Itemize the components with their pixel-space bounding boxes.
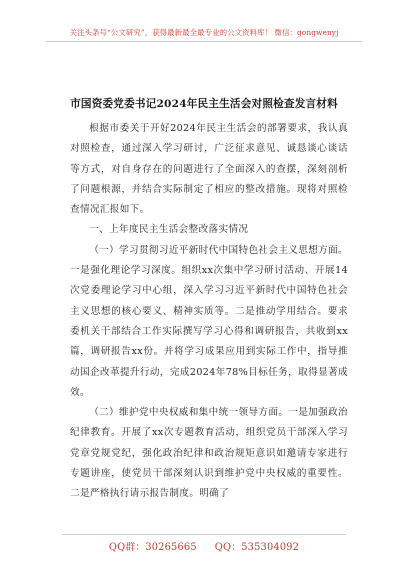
- header-banner: 关注头条号“公文研究”，获得最新最全最专业的公文资料库！ 微信：gongwenyj: [69, 28, 339, 37]
- footer-qq-group: QQ群：30265665: [108, 542, 197, 553]
- footer-divider: [62, 534, 346, 535]
- document-body: [70, 119, 348, 505]
- paragraph-authority: （二）维护党中央权威和集中统一领导方面。一是加强政治纪律教育。开展了xx次专题教育活动，组织党员干部深入学习党章党规党纪，强化政治纪律和政治规矩意识如邀请专家进行专题讲座，使党员干部深刻认识到维护党中央权威的重要性。二是严格执行请示报告制度。明确了: [70, 407, 348, 500]
- header-divider: [46, 41, 362, 42]
- section-heading: 一、上年度民主生活会整改落实情况: [89, 224, 249, 236]
- document-title: 市国资委党委书记2024年民主生活会对照检查发言材料: [70, 98, 338, 110]
- footer-qq: QQ：535304092: [214, 542, 300, 553]
- footer-contact: [0, 539, 408, 553]
- paragraph-intro: 根据市委关于开好2024年民主生活会的部署要求，我认真对照检查，通过深入学习研讨，广泛征求意见、诚恳谈心谈话等方式，对自身存在的问题进行了全面深入的查摆，深刻剖析了问题根源，并结合实际制定了相应的整改措施。现将对照检查情况汇报如下。: [70, 123, 348, 216]
- paragraph-study: （一）学习贯彻习近平新时代中国特色社会主义思想方面。一是强化理论学习深度。组织xx次集中学习研讨活动、开展14次党委理论学习中心组，深入学习习近平新时代中国特色社会主义思想的核心要义、精神实质等。二是推动学用结合。要求委机关干部结合工作实际撰写学习心得和调研报告，共收到xx篇，调研报告xx份。并将学习成果应用到实际工作中，指导推动国企改革提升行动，完成2024年78%目标任务，取得显著成效。: [70, 244, 348, 398]
